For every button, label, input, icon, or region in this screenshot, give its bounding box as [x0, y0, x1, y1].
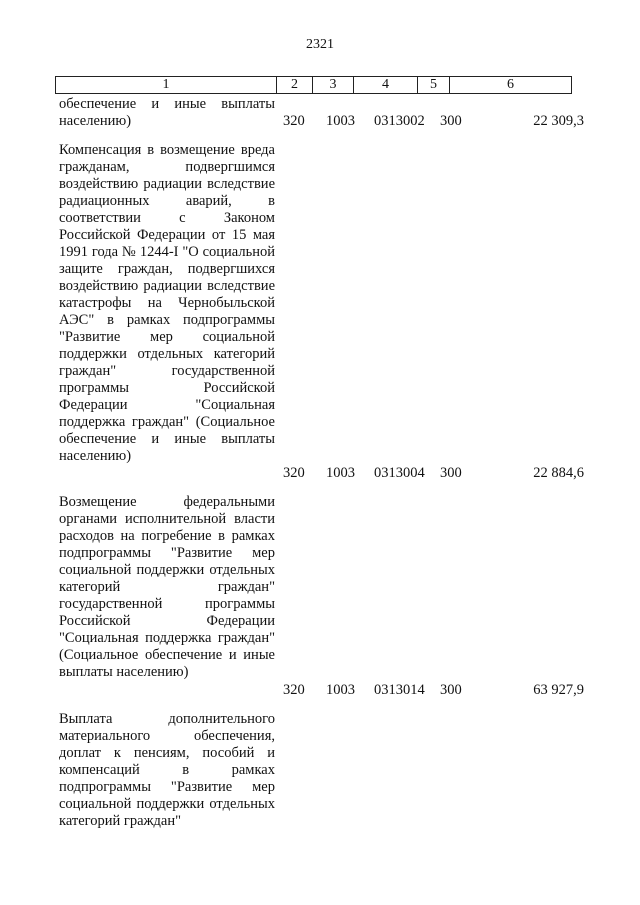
table-row-col6: 22 309,3 [533, 113, 584, 129]
table-header-col-5: 5 [418, 77, 450, 93]
table-row-col2: 320 [283, 682, 305, 698]
table-header-col-6: 6 [507, 77, 514, 92]
table-row-col5: 300 [440, 113, 462, 129]
table-row-description: Компенсация в возмещение вреда гражданам, подвергшимся воздействию радиации вследствие радиационных аварий, в соответствии с Законом Российской Федерации от 15 мая 1991 года № 1244-I "О социальной защите граждан, подвергшихся воздействию радиации вследствие катастрофы на Чернобыльской АЭС" в рамках подпрограммы "Развитие мер социальной поддержки отдельных категорий граждан" государственной программы Российской Федерации "Социальная поддержка граждан" (Социальное обеспечение и иные выплаты населению) [59, 142, 275, 464]
table-row-col4: 0313014 [374, 682, 425, 698]
table-row-col6: 22 884,6 [533, 465, 584, 481]
table-row-col4: 0313004 [374, 465, 425, 481]
table-row-col3: 1003 [326, 465, 355, 481]
table-row-description: обеспечение и иные выплаты населению) [59, 96, 275, 129]
table-row-col3: 1003 [326, 113, 355, 129]
table-row-description: Возмещение федеральными органами исполнительной власти расходов на погребение в рамках подпрограммы "Развитие мер социальной поддержки отдельных категорий граждан" государственной программы Российской Федерации "Социальная поддержка граждан" (Социальное обеспечение и иные выплаты населению) [59, 494, 275, 680]
table-row-col4: 0313002 [374, 113, 425, 129]
table-row-col5: 300 [440, 465, 462, 481]
table-header-col-3: 3 [313, 77, 354, 93]
table-header-row [55, 76, 572, 94]
table-row-col6: 63 927,9 [533, 682, 584, 698]
table-row-col5: 300 [440, 682, 462, 698]
table-row-description: Выплата дополнительного материального обеспечения, доплат к пенсиям, пособий и компенсаций в рамках подпрограммы "Развитие мер социальной поддержки отдельных категорий граждан" [59, 711, 275, 829]
table-header-col-1: 1 [56, 77, 277, 93]
page-number: 2321 [306, 37, 334, 52]
table-row-col2: 320 [283, 113, 305, 129]
table-header-col-4: 4 [354, 77, 418, 93]
table-header-col-2: 2 [277, 77, 313, 93]
table-row-col3: 1003 [326, 682, 355, 698]
table-row-col2: 320 [283, 465, 305, 481]
